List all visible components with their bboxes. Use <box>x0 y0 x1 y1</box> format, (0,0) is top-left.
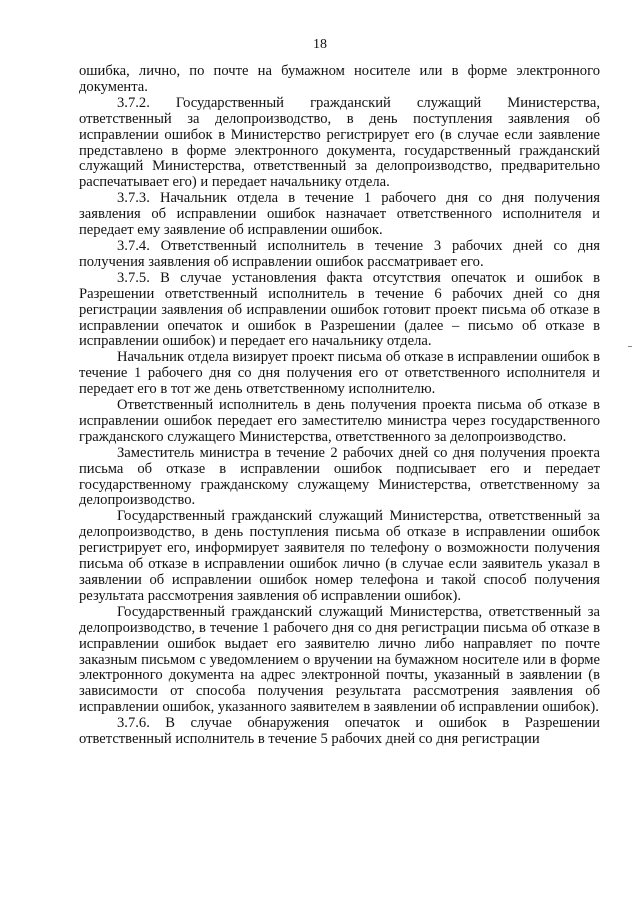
paragraph-3-7-2: 3.7.2. Государственный гражданский служащий Министерства, ответственный за делопроизводство, в день поступления заявления об исправлении ошибок в Министерство регистрирует его (в случае если заявление представлено в форме электронного документа, государственный гражданский служащий Министерства, ответственный за делопроизводство, предварительно распечатывает его) и передает начальнику отдела. <box>79 94 600 191</box>
paragraph-registration-notify: Государственный гражданский служащий Министерства, ответственный за делопроизводство, в день поступления письма об отказе в исправлении ошибок регистрирует его, информирует заявителя по телефону о возможности получения письма об отказе в исправлении ошибок лично (в случае если заявитель указал в заявлении об исправлении ошибок номер телефона и такой способ получения результата рассмотрения заявления об исправлении ошибок). <box>79 508 600 604</box>
paragraph-department-head-approval: Начальник отдела визирует проект письма об отказе в исправлении ошибок в течение 1 рабочего дня со дня получения его от ответственного исполнителя и передает его в тот же день ответственному исполнителю. <box>79 349 600 398</box>
paragraph-3-7-5: 3.7.5. В случае установления факта отсутствия опечаток и ошибок в Разрешении ответственный исполнитель в течение 6 рабочих дней со дня регистрации заявления об исправлении ошибок готовит проект письма об отказе в исправлении опечаток и ошибок в Разрешении (далее – письмо об отказе в исправлении ошибок) и передает его начальнику отдела. <box>79 269 600 350</box>
margin-mark <box>628 346 632 347</box>
paragraph-3-7-3: 3.7.3. Начальник отдела в течение 1 рабочего дня со дня получения заявления об исправлении ошибок назначает ответственного исполнителя и передает ему заявление об исправлении ошибок. <box>79 190 600 239</box>
paragraph-deputy-signs: Заместитель министра в течение 2 рабочих дней со дня получения проекта письма об отказе в исправлении ошибок подписывает его и передает государственному гражданскому служащему Министерства, ответственному за делопроизводство. <box>79 444 600 509</box>
paragraph-3-7-4: 3.7.4. Ответственный исполнитель в течение 3 рабочих дней со дня получения заявления об исправлении ошибок рассматривает его. <box>79 237 600 270</box>
paragraph-3-7-6: 3.7.6. В случае обнаружения опечаток и ошибок в Разрешении ответственный исполнитель в течение 5 рабочих дней со дня регистрации <box>79 715 600 748</box>
page-number: 18 <box>313 37 327 52</box>
document-body <box>79 64 600 748</box>
paragraph-issue-letter: Государственный гражданский служащий Министерства, ответственный за делопроизводство, в течение 1 рабочего дня со дня регистрации письма об отказе в исправлении ошибок выдает его заявителю лично либо направляет по почте заказным письмом с уведомлением о вручении на бумажном носителе или в форме электронного документа на адрес электронной почты, указанный в заявлении (в зависимости от способа получения результата рассмотрения заявления об исправлении ошибок, указанного заявителем в заявлении об исправлении ошибок). <box>79 603 600 716</box>
paragraph-transfer-to-deputy: Ответственный исполнитель в день получения проекта письма об отказе в исправлении ошибок передает его заместителю министра через государственного гражданского служащего Министерства, ответственного за делопроизводство. <box>79 397 600 445</box>
paragraph-continuation: ошибка, лично, по почте на бумажном носителе или в форме электронного документа. <box>79 63 600 95</box>
